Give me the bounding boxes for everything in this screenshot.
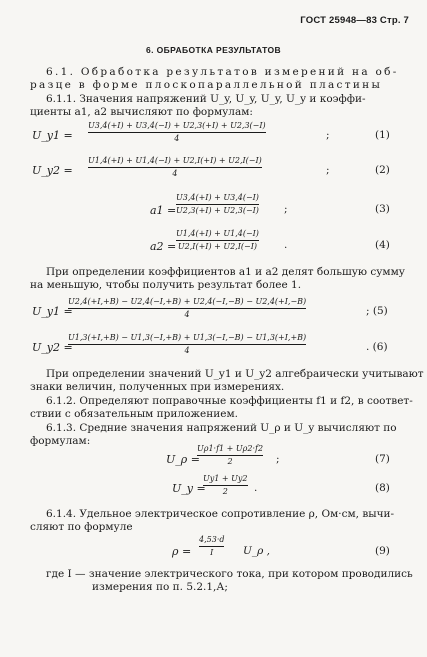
eq5-denominator: 4: [184, 310, 190, 319]
fraction-bar: [88, 167, 262, 168]
paragraph-coef-line-2: на меньшую, чтобы получить результат более 1.: [30, 279, 302, 291]
eq9-number: (9): [375, 545, 390, 557]
section-title: 6. ОБРАБОТКА РЕЗУЛЬТАТОВ: [145, 45, 282, 55]
eq9-fraction: [199, 535, 224, 558]
paragraph-6-1-1-line-2: циенты a1, a2 вычисляют по формулам:: [30, 106, 253, 118]
eq6-denominator: 4: [184, 346, 190, 355]
eq2-denominator: 4: [172, 169, 178, 178]
eq8-tail: .: [254, 482, 258, 494]
paragraph-where-line-1: где I — значение электрического тока, при котором проводились: [46, 568, 413, 580]
eq7-denominator: 2: [227, 457, 233, 466]
eq8-denominator: 2: [222, 487, 228, 496]
eq4-fraction: [176, 229, 259, 252]
eq2-number: (2): [375, 164, 390, 176]
paragraph-6-1-4-line-1: 6.1.4. Удельное электрическое сопротивление ρ, Ом·см, вычи-: [46, 508, 395, 520]
eq9-lhs: ρ =: [172, 545, 192, 558]
eq1-denominator: 4: [174, 134, 180, 143]
eq3-numerator: U3,4(+I) + U3,4(−I): [176, 193, 259, 202]
paragraph-sign-line-1: При определении значений U_y1 и U_y2 алгебраически учитывают: [46, 368, 424, 380]
paragraph-6-1-1-line-1: 6.1.1. Значения напряжений U_y, U_y, U_y, U_y и коэффи-: [46, 93, 366, 105]
eq4-numerator: U1,4(+I) + U1,4(−I): [176, 229, 259, 238]
eq3-tail: ;: [284, 203, 288, 215]
eq5-fraction: [68, 297, 306, 320]
eq7-lhs: U_ρ =: [166, 453, 200, 466]
fraction-bar: [68, 308, 306, 309]
eq2-fraction: [88, 156, 262, 179]
eq7-numerator: Uρ1·f1 + Uρ2·f2: [197, 444, 264, 453]
eq1-number: (1): [375, 129, 390, 141]
fraction-bar: [176, 204, 259, 205]
eq1-fraction: [88, 121, 266, 144]
eq1-lhs: U_y1 =: [32, 129, 73, 142]
eq3-number: (3): [375, 203, 390, 215]
eq7-tail: ;: [276, 453, 280, 465]
eq3-denominator: U2,3(+I) + U2,3(−I): [176, 206, 259, 215]
fraction-bar: [88, 132, 266, 133]
eq8-lhs: U_y =: [172, 482, 206, 495]
paragraph-6-1-2-line-2: ствии с обязательным приложением.: [30, 408, 238, 420]
eq1-tail: ;: [326, 129, 330, 141]
eq6-lhs: U_y2 =: [32, 341, 73, 354]
eq8-number: (8): [375, 482, 390, 494]
eq7-number: (7): [375, 453, 390, 465]
paragraph-6-1-3-line-2: формулам:: [30, 435, 91, 447]
paragraph-6-1-2-line-1: 6.1.2. Определяют поправочные коэффициенты f1 и f2, в соответ-: [46, 395, 413, 407]
eq4-tail: .: [284, 239, 288, 251]
fraction-bar: [176, 240, 259, 241]
page-header: ГОСТ 25948—83 Стр. 7: [300, 15, 409, 26]
eq9-tail: U_ρ ,: [243, 545, 270, 557]
paragraph-6-1-line-1: 6.1. Обработка результатов измерений на об-: [46, 66, 399, 78]
eq3-fraction: [176, 193, 259, 216]
paragraph-6-1-line-2: разце в форме плоскопараллельной пластины: [30, 79, 383, 91]
eq4-denominator: U2,I(+I) + U2,I(−I): [177, 242, 257, 251]
eq6-numerator: U1,3(+I,+B) − U1,3(−I,+B) + U1,3(−I,−B) − U1,3(+I,+B): [68, 333, 307, 342]
eq4-lhs: a2 =: [150, 240, 177, 253]
fraction-bar: [68, 344, 306, 345]
eq7-fraction: [197, 444, 263, 467]
eq3-lhs: a1 =: [150, 204, 177, 217]
fraction-bar: [199, 546, 224, 547]
eq2-lhs: U_y2 =: [32, 164, 73, 177]
paragraph-6-1-3-line-1: 6.1.3. Средние значения напряжений U_ρ и U_y вычисляют по: [46, 422, 397, 434]
paragraph-6-1-4-line-2: сляют по формуле: [30, 521, 133, 533]
eq4-number: (4): [375, 239, 390, 251]
fraction-bar: [197, 455, 263, 456]
paragraph-coef-line-1: При определении коэффициентов a1 и a2 делят большую сумму: [46, 266, 405, 278]
paragraph-sign-line-2: знаки величин, полученных при измерениях.: [30, 381, 285, 393]
fraction-bar: [203, 485, 248, 486]
eq2-tail: ;: [326, 164, 330, 176]
eq8-numerator: Uy1 + Uy2: [203, 474, 248, 483]
paragraph-where-line-2: измерения по п. 5.2.1,А;: [92, 581, 228, 593]
eq2-numerator: U1,4(+I) + U1,4(−I) + U2,I(+I) + U2,I(−I): [88, 156, 262, 165]
eq5-numerator: U2,4(+I,+B) − U2,4(−I,+B) + U2,4(−I,−B) − U2,4(+I,−B): [68, 297, 307, 306]
eq5-lhs: U_y1 =: [32, 305, 73, 318]
eq5-tail: ; (5): [366, 305, 388, 317]
eq8-fraction: [203, 474, 248, 497]
eq6-fraction: [68, 333, 306, 356]
eq9-denominator: I: [210, 548, 214, 557]
eq9-numerator: 4,53·d: [199, 535, 225, 544]
eq1-numerator: U3,4(+I) + U3,4(−I) + U2,3(+I) + U2,3(−I): [88, 121, 266, 130]
eq6-tail: . (6): [366, 341, 388, 353]
